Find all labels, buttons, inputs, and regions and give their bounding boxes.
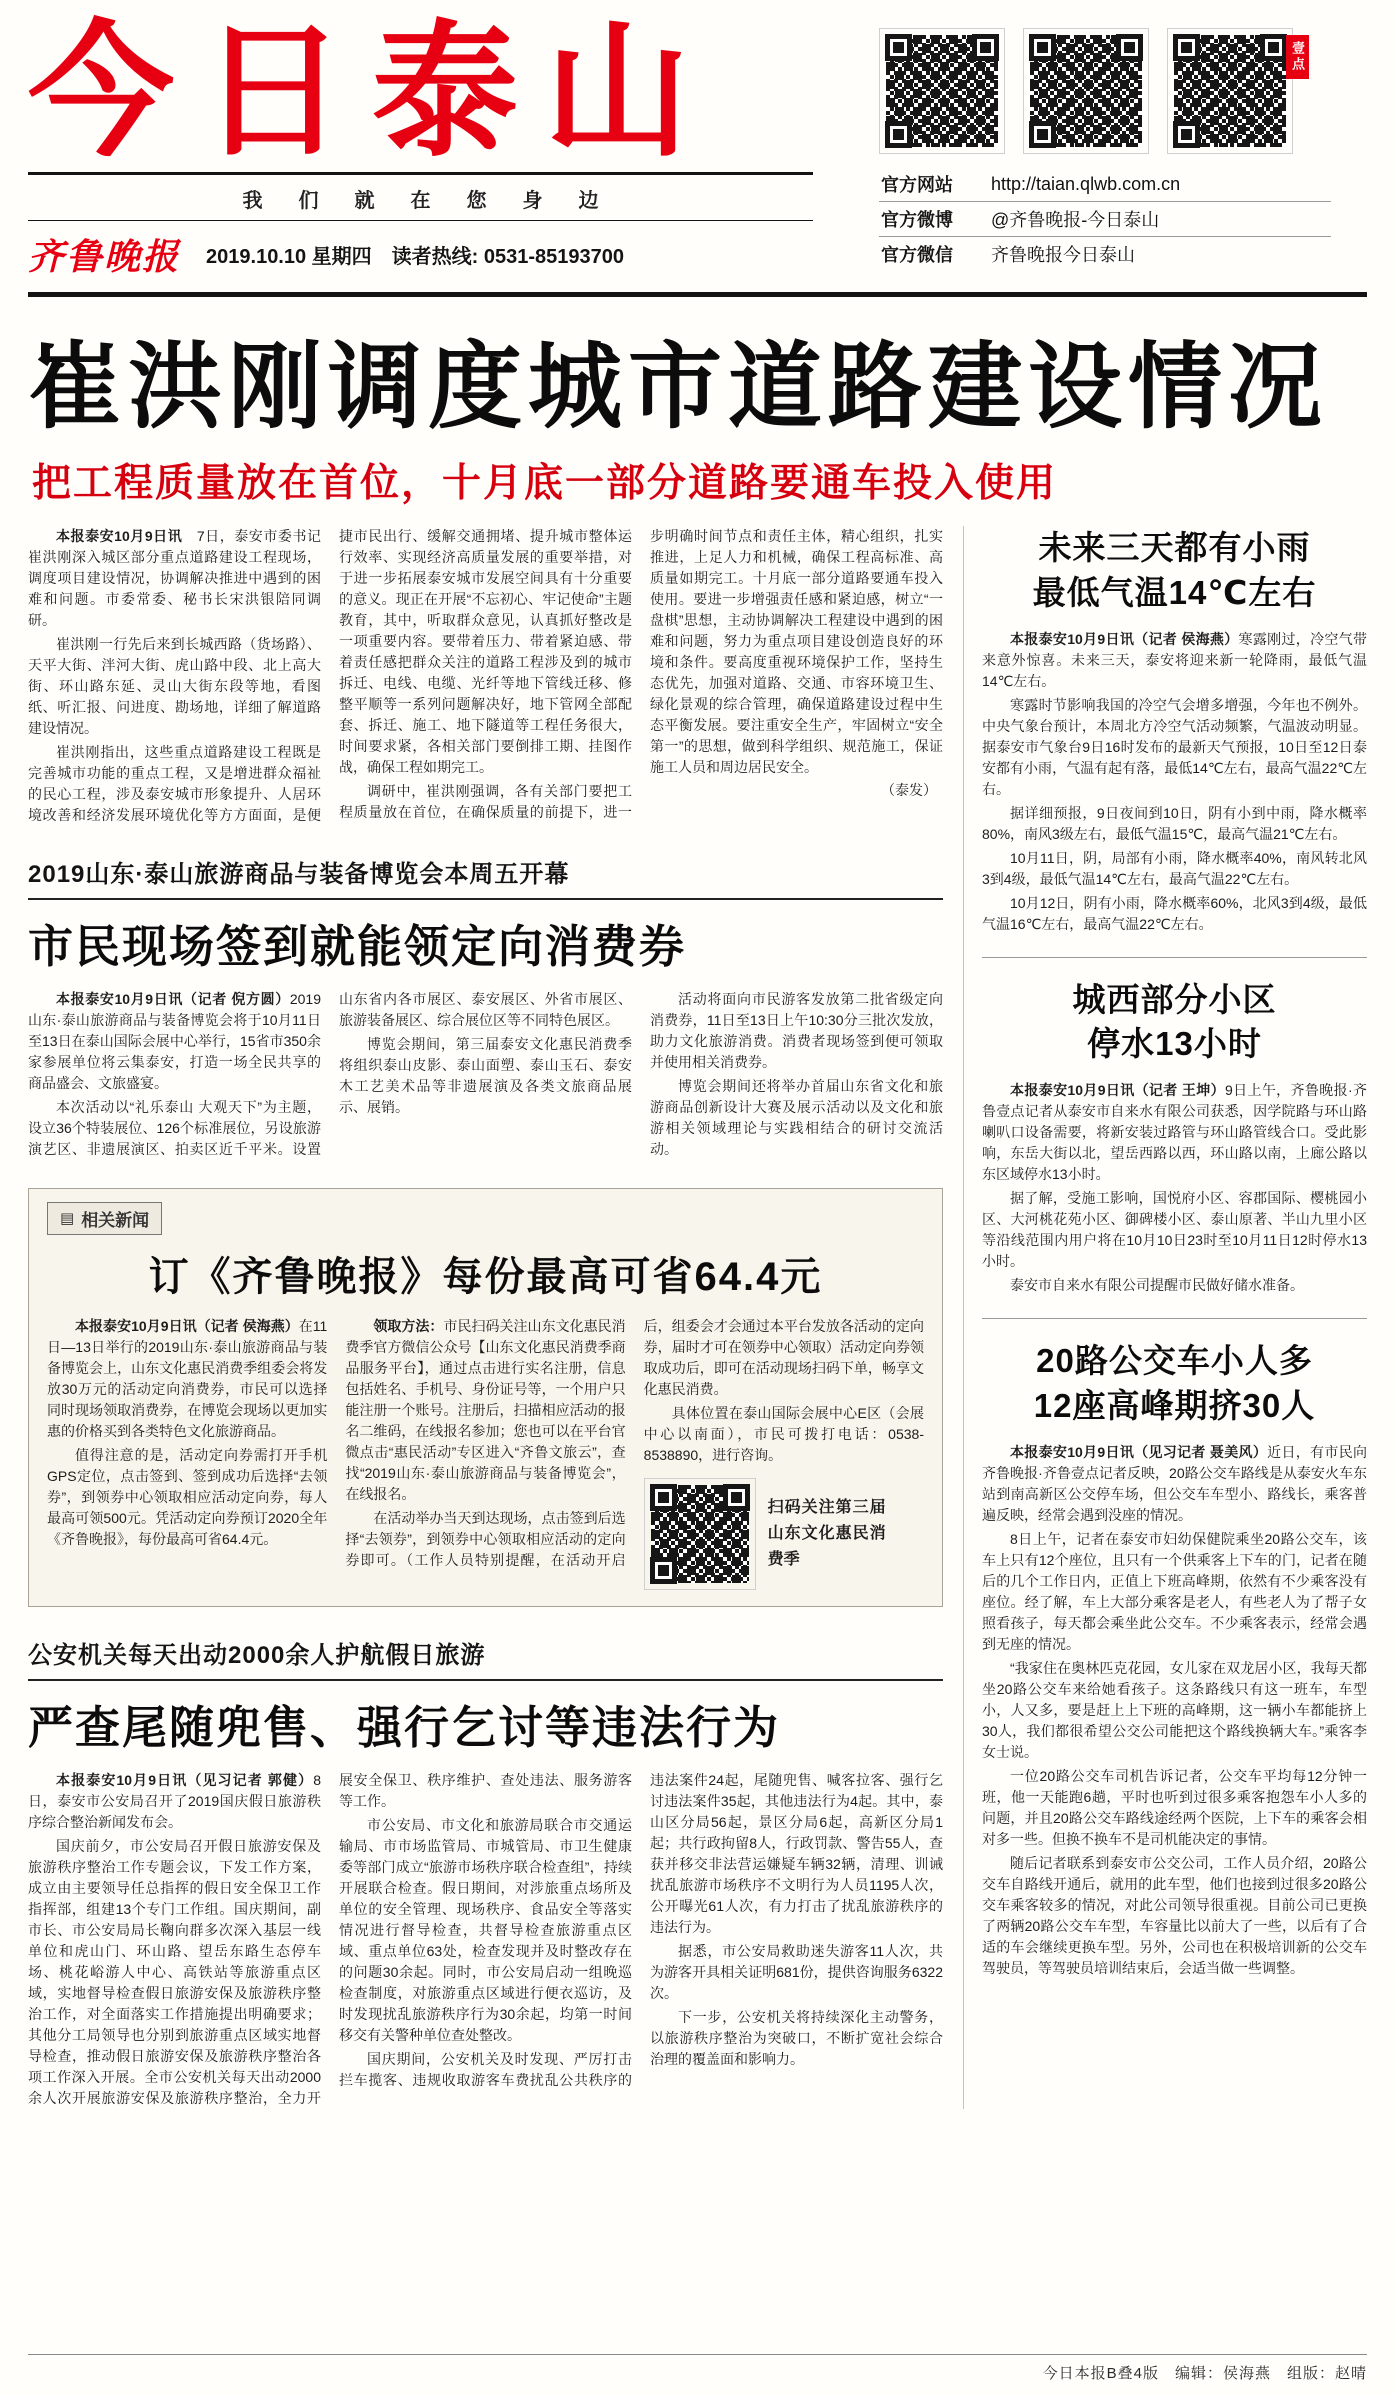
police-article: [28, 1770, 943, 2109]
police-kicker: 公安机关每天出动2000余人护航假日旅游: [28, 1635, 943, 1681]
article-paragraph: 随后记者联系到泰安市公交公司，工作人员介绍，20路公交车自路线开通后，就用的此车型，他们也接到过很多20路公交车乘客较多的情况，对此公司领导很重视。目前公司已更换了两辆20路公交车车型，车容量比以前大了一些，以后有了合适的车会继续更换车型。另外，公司也在积极培训新的公交车驾驶员，等驾驶员培训结束后，会适当做一些调整。: [982, 1855, 1367, 1977]
lead-subhead: 把工程质量放在首位，十月底一部分道路要通车投入使用: [32, 461, 1058, 505]
sidebar: [963, 526, 1367, 2109]
related-headline: 订《齐鲁晚报》每份最高可省64.4元: [148, 1254, 823, 1299]
related-news-tab: [47, 1202, 162, 1235]
related-news-tab-label: 相关新闻: [81, 1210, 150, 1230]
police-story: [28, 1635, 943, 2109]
newspaper-icon: ▤: [60, 1210, 75, 1228]
article-paragraph: 本报泰安10月9日讯（见习记者 聂美风）近日，有市民向齐鲁晚报·齐鲁壹点记者反映，20路公交车路线是从泰安火车东站到南高新区公交停车场，但公交车车型小、路线长，乘客普遍反映，经常会遇到没座的情况。: [982, 1444, 1368, 1524]
masthead: [28, 10, 1367, 284]
police-headline: 严查尾随兜售、强行乞讨等违法行为: [28, 1701, 781, 1753]
article-paragraph: 本报泰安10月9日讯（记者 倪方圆）2019山东·泰山旅游商品与装备博览会将于10月11日至13日在泰山国际会展中心举行，15省市350余家参展单位将云集泰安，打造一场全民共享的商品盛会、文旅盛宴。: [28, 990, 321, 1091]
weather-text: [982, 629, 1367, 935]
bus-article: [982, 1318, 1367, 1979]
bus-headline-line1: 20路公交车小人多: [1036, 1342, 1313, 1380]
water-outage-headline: [982, 978, 1367, 1068]
contact-label: 官方微信: [881, 245, 953, 265]
masthead-right: [879, 16, 1331, 271]
article-paragraph: 调研中，崔洪刚强调，各有关部门要把工程质量放在首位，在确保质量的前提下，进一步明确时间节点和责任主体，精心组织，扎实推进，上足人力和机械，确保工程高标准、高质量如期完工。十月底一部分道路要通车投入使用。要进一步增强责任感和紧迫感，树立“一盘棋”思想，主动协调解决工程建设中遇到的困难和问题，努力为重点项目建设创造良好的环境和条件。要高度重视环境保护工作，坚持生态优先，加强对道路、交通、市容环境卫生、绿化景观的综合管理，确保道路建设过程中生态平衡发展。要注重安全生产，牢固树立“安全第一”的思想，做到科学组织、规范施工，保证施工人员和周边居民安全。: [339, 527, 943, 820]
lead-article: [28, 526, 943, 826]
article-paragraph: 领取方法：市民扫码关注山东文化惠民消费季官方微信公众号【山东文化惠民消费季商品服务平台】，通过点击进行实名注册，信息包括姓名、手机号、身份证号等，一个用户只能注册一个账号。注册后，扫描相应活动的报名二维码，在线报名参加；您也可以在平台官微点击“惠民活动”专区进入“齐鲁文旅云”，查找“2019山东·泰山旅游商品与装备博览会”，在线报名。: [345, 1317, 626, 1502]
article-paragraph: 本报泰安10月9日讯（记者 侯海燕）在11日—13日举行的2019山东·泰山旅游商品与装备博览会上，山东文化惠民消费季组委会将发放30万元的活动定向消费券，市民可以选择同时现场领取消费券，在博览会现场以更加实惠的价格买到各类特色文化旅游商品。: [47, 1317, 328, 1439]
qr-code-wechat-icon: [1167, 28, 1305, 154]
article-paragraph: 国庆期间，公安机关及时发现、严厉打击拦车揽客、违规收取游客车费扰乱公共秩序的违法案件24起，尾随兜售、喊客拉客、强行乞讨违法案件35起，其他违法行为4起。其中，泰山区分局56起，景区分局6起，高新区分局1起；共行政拘留8人，行政罚款、警告55人，查获并移交非法营运嫌疑车辆32辆，清理、训诫扰乱旅游市场秩序不文明行为人员1195人次，公开曝光61人次，有力打击了扰乱旅游秩序的违法行为。: [339, 1771, 943, 2088]
article-paragraph: 泰安市自来水有限公司提醒市民做好储水准备。: [1010, 1277, 1304, 1294]
weather-headline-line1: 未来三天都有小雨: [1038, 528, 1311, 566]
qr-row: [879, 28, 1331, 154]
contact-row: [879, 201, 1331, 236]
lead-headline: 崔洪刚调度城市道路建设情况: [28, 333, 1329, 439]
article-paragraph: 博览会期间还将举办首届山东省文化和旅游商品创新设计大赛及展示活动以及文化和旅游相关领域理论与实践相结合的研讨交流活动。: [650, 1077, 943, 1157]
dateline: 2019.10.10 星期四 读者热线: 0531-85193700: [206, 245, 625, 268]
contact-label: 官方网站: [881, 175, 953, 195]
article-paragraph: 下一步，公安机关将持续深化主动警务，以旅游秩序整治为突破口，不断扩宽社会综合治理的覆盖面和影响力。: [650, 2008, 943, 2067]
expo-article: [28, 989, 943, 1160]
article-paragraph: 市公安局、市文化和旅游局联合市交通运输局、市市场监管局、市城管局、市卫生健康委等部门成立“旅游市场秩序联合检查组”，持续开展联合检查。假日期间，对涉旅重点场所及单位的安全管理、现场秩序、食品安全等落实情况进行督导检查，共督导检查旅游重点区域、重点单位63处，检查发现并及时整改存在的问题30余起。同时，市公安局启动一组晚巡检查制度，对旅游重点区域进行便衣巡访，及时发现扰乱旅游秩序行为30余起，均第一时间移交有关警种单位查处整改。: [339, 1816, 632, 2043]
content-row: [28, 526, 1367, 2109]
article-paragraph: 本报泰安10月9日讯（记者 王坤）9日上午，齐鲁晚报·齐鲁壹点记者从泰安市自来水有限公司获悉，因学院路与环山路喇叭口设备需要，将新安装过路管与环山路管线合口。受此影响，东岳大街以北，望岳西路以西，环山路以南，上廊公路以东区域停水13小时。: [982, 1082, 1367, 1183]
paper-tagline: 我们就在您身边: [242, 189, 635, 212]
article-paragraph: 10月12日，阴有小雨，降水概率60%，北风3到4级，最低气温16℃左右，最高气温22℃左右。: [982, 894, 1367, 932]
paper-title: 今日泰山: [28, 10, 716, 173]
weather-headline: [982, 526, 1367, 616]
contact-value: 齐鲁晚报今日泰山: [991, 245, 1135, 265]
contact-row: [879, 236, 1331, 271]
contact-list: [879, 167, 1331, 271]
masthead-left: [28, 10, 813, 284]
article-paragraph: 8日上午，记者在泰安市妇幼保健院乘坐20路公交车，该车上只有12个座位，且只有一个供乘客上下车的门，记者在随后的几个工作日内，正值上下班高峰期，依然有不少乘客没有座位。经了解，车上大部分乘客是老人，有些老人为了帮子女照看孩子，每天都会乘坐此公交车。不少乘客表示，经常会遇到无座的情况。: [982, 1531, 1367, 1653]
expo-headline: 市民现场签到就能领定向消费券: [28, 920, 687, 972]
article-paragraph: 值得注意的是，活动定向券需打开手机GPS定位，点击签到、签到成功后选择“去领券”，到领券中心领取相应活动定向券，每人最高可领500元。凭活动定向券预订2020全年《齐鲁晚报》，每份最高可省64.4元。: [47, 1446, 328, 1547]
bus-text: [982, 1442, 1367, 1979]
bus-headline-line2: 12座高峰期挤30人: [1033, 1387, 1316, 1425]
article-paragraph: 国庆前夕，市公安局召开假日旅游安保及旅游秩序整治工作专题会议，下发工作方案，成立由主要领导任总指挥的假日安全保卫工作指挥部，组建13个专门工作组。国庆期间，副市长、市公安局局长鞠向群多次深入基层一线单位和虎山门、环山路、望岳东路生态停车场、桃花峪游人中心、高铁站等旅游重点区域，实地督导检查假日旅游安保及旅游秩序整治工作，对全面落实工作措施提出明确要求；其他分工局领导也分别到旅游重点区域实地督导检查，推动假日旅游安保及旅游秩序整治各项工作深入开展。全市公安机关每天出动2000余人次开展旅游安保及旅游秩序整治，全力开展安全保卫、秩序维护、查处违法、服务游客等工作。: [28, 1771, 632, 2106]
left-column: [28, 526, 943, 2109]
article-paragraph: 本报泰安10月9日讯 7日，泰安市委书记崔洪刚深入城区部分重点道路建设工程现场，调度项目建设情况，协调解决推进中遇到的困难和问题。市委常委、秘书长宋洪银陪同调研。: [28, 527, 321, 628]
article-paragraph: 博览会期间，第三届泰安文化惠民消费季将组织泰山皮影、泰山面塑、泰山玉石、泰安木工艺美术品等非遗展演及各类文旅商品展示、展销。: [339, 1035, 632, 1115]
water-headline-line2: 停水13小时: [1087, 1025, 1262, 1063]
related-article: [47, 1316, 924, 1590]
contact-label: 官方微博: [881, 210, 953, 230]
article-paragraph: 在活动举办当天到达现场，点击签到后选择“去领券”，到领券中心领取相应活动的定向券即可。（工作人员特别提醒，在活动开启后，组委会才会通过本平台发放各活动的定向券，届时才可在领券中心领取）活动定向券领取成功后，即可在活动现场扫码下单，畅享文化惠民消费。: [345, 1317, 924, 1568]
article-paragraph: 本报泰安10月9日讯（见习记者 郭健）8日，泰安市公安局召开了2019国庆假日旅游秩序综合整治新闻发布会。: [28, 1771, 321, 1830]
article-paragraph: 活动将面向市民游客发放第二批省级定向消费券，11日至13日上午10:30分三批次发放，助力文化旅游消费。消费者现场签到便可领取并使用相关消费券。: [650, 990, 943, 1070]
expo-story: [28, 854, 943, 1160]
page-footer: [28, 2354, 1367, 2383]
qr-code-website-icon: [879, 28, 1005, 154]
expo-kicker: 2019山东·泰山旅游商品与装备博览会本周五开幕: [28, 854, 943, 900]
water-outage-article: [982, 957, 1367, 1297]
weather-article: [982, 526, 1367, 935]
article-paragraph: 据详细预报，9日夜间到10日，阴有小到中雨，降水概率80%，南风3级左右，最低气温15℃，最高气温21℃左右。: [982, 804, 1367, 842]
contact-row: [879, 167, 1331, 201]
qilu-evening-news-logo: 齐鲁晚报: [28, 235, 181, 277]
water-headline-line1: 城西部分小区: [1072, 980, 1277, 1018]
article-paragraph: 崔洪刚指出，这些重点道路建设工程既是完善城市功能的重点工程，又是增进群众福祉的民心工程，涉及泰安城市形象提升、人居环境改善和经济发展环境优化等方方面面，是便捷市民出行、缓解交通拥堵、提升城市整体运行效率、实现经济高质量发展的重要举措，对于进一步拓展泰安城市发展空间具有十分重要的意义。现正在开展“不忘初心、牢记使命”主题教育，其中，听取群众意见，认真抓好整改是一项重要内容。要带着压力、带着紧迫感、带着责任感把群众关注的道路工程涉及到的城市拆迁、电线、电缆、光纤等地下管线迁移、修整平顺等一系列问题解决好，地下管网全部配套、拆迁、施工、地下隧道等工程任务很大，时间要求紧，各相关部门要倒排工期、挂图作战，确保工程如期完工。: [28, 527, 632, 823]
lead-credit: （泰发）: [881, 781, 937, 798]
article-paragraph: 据了解，受施工影响，国悦府小区、容郡国际、樱桃园小区、大河桃花苑小区、御碑楼小区、泰山原著、半山九里小区等沿线范围内用户将在10月10日23时至10月11日12时停水13小时。: [982, 1190, 1367, 1270]
article-paragraph: 据悉，市公安局救助迷失游客11人次，共为游客开具相关证明681份，提供咨询服务6322次。: [650, 1942, 943, 2001]
contact-value: @齐鲁晚报-今日泰山: [991, 210, 1160, 230]
article-paragraph: 具体位置在泰山国际会展中心E区（会展中心以南面），市民可拨打电话：0538-8538890，进行咨询。: [643, 1404, 924, 1463]
qr-caption: 扫码关注第三届山东文化惠民消费季: [767, 1499, 886, 1568]
qr-code-weibo-icon: [1023, 28, 1149, 154]
qr-code-consumer-season-icon: [644, 1478, 756, 1590]
water-outage-text: [982, 1080, 1367, 1296]
article-paragraph: 本报泰安10月9日讯（记者 侯海燕）寒露刚过，冷空气带来意外惊喜。未来三天，泰安将迎来新一轮降雨，最低气温14℃左右。: [982, 630, 1368, 689]
footer-text: 今日本报B叠4版 编辑：侯海燕 组版：赵晴: [1042, 2365, 1367, 2382]
yidian-flag: 壹点: [1286, 35, 1309, 79]
article-paragraph: 本次活动以“礼乐泰山 大观天下”为主题，设立36个特装展位、126个标准展位，另设旅游演艺区、非遗展演区、拍卖区近千平米。设置山东省内各市展区、泰安展区、外省市展区、旅游装备展区、综合展位区等不同特色展区。: [28, 990, 632, 1157]
article-paragraph: “我家住在奥林匹克花园，女儿家在双龙居小区，我每天都坐20路公交车来给她看孩子。这条路线只有这一班车，车型小，人又多，要是赶上上下班的高峰期，这一辆小车都能挤上30人，我们都很希望公交公司能把这个路线换辆大车。”乘客李女士说。: [982, 1660, 1367, 1761]
article-paragraph: 崔洪刚一行先后来到长城西路（货场路）、天平大街、泮河大街、虎山路中段、北上高大街、环山路东延、灵山大街东段等地，看图纸、听汇报、问进度、勘场地，详细了解道路建设情况。: [28, 635, 321, 736]
weather-headline-line2: 最低气温14℃左右: [1032, 573, 1317, 611]
masthead-date-row: [28, 220, 813, 284]
related-news-box: [28, 1188, 943, 1607]
article-paragraph: 一位20路公交车司机告诉记者，公交车平均每12分钟一班，他一天能跑6趟，平时也听到过很多乘客抱怨车小人多的问题，并且20路公交车路线途经两个医院，上下车的乘客会相对多一些。但换不换车不是司机能决定的事情。: [982, 1768, 1367, 1848]
article-paragraph: 10月11日，阴，局部有小雨，降水概率40%，南风转北风3到4级，最低气温14℃左右，最高气温22℃左右。: [982, 849, 1367, 887]
article-paragraph: 寒露时节影响我国的冷空气会增多增强，今年也不例外。中央气象台预计，本周北方冷空气活动频繁，气温波动明显。据泰安市气象台9日16时发布的最新天气预报，10日至12日泰安都有小雨，气温有起有落，最低14℃左右，最高气温22℃左右。: [982, 696, 1367, 797]
masthead-rule: [28, 292, 1367, 297]
qr-inline-block: [644, 1478, 924, 1590]
contact-value: http://taian.qlwb.com.cn: [991, 173, 1181, 194]
bus-headline: [982, 1339, 1367, 1429]
